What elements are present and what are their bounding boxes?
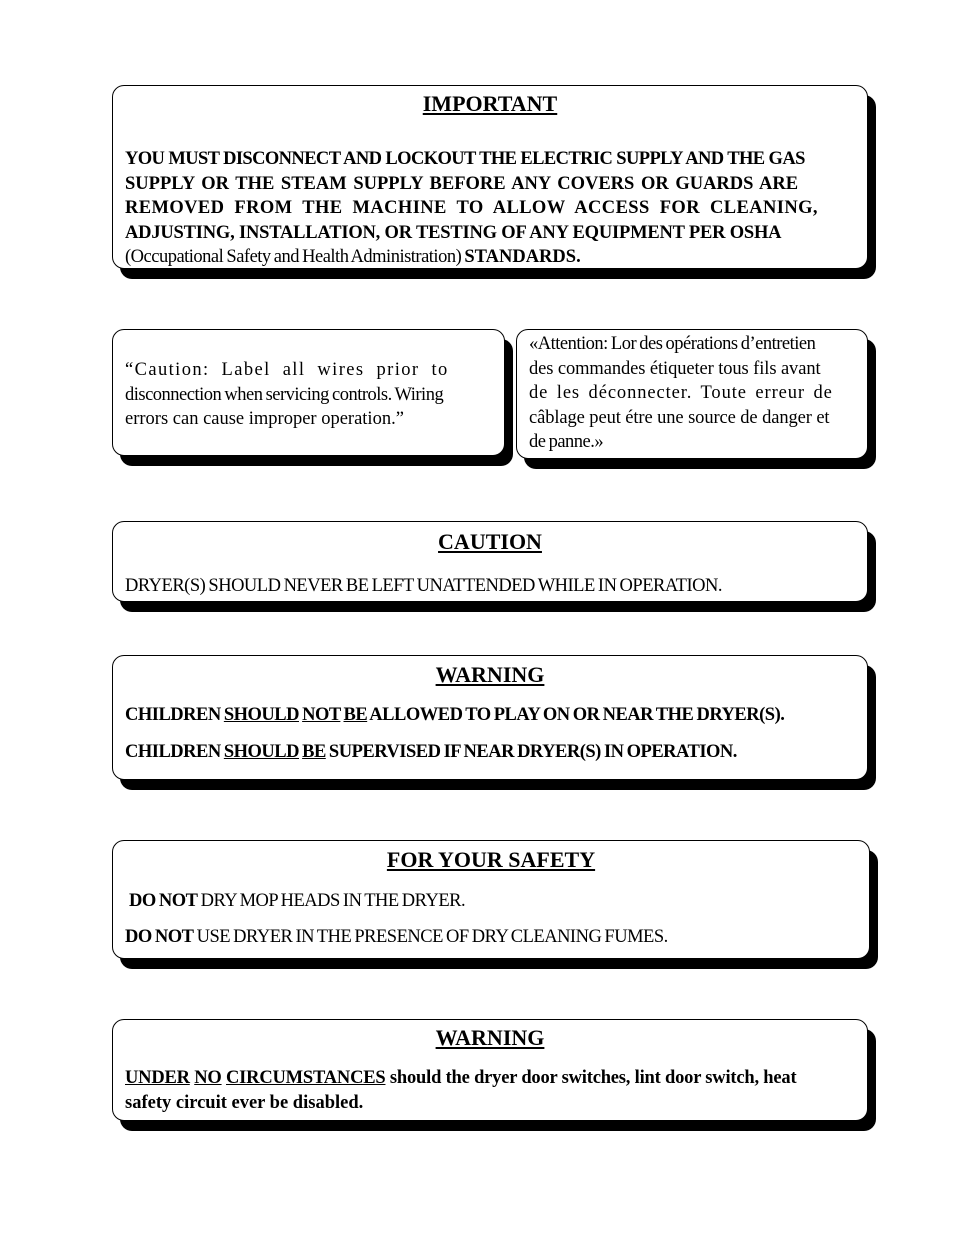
warning-children-line-2 [125, 740, 855, 765]
caution-text [125, 574, 855, 599]
caution-french-line-3: de les déconnecter. Toute erreur de [529, 383, 833, 403]
should-word: SHOULD [223, 705, 299, 725]
warning-circuit-line-2: safety circuit ever be disabled. [125, 1092, 364, 1113]
caution-title: CAUTION [438, 529, 542, 554]
important-title: IMPORTANT [422, 91, 558, 116]
circumstances-word: CIRCUMSTANCES [226, 1068, 386, 1088]
should-word: SHOULD [223, 741, 299, 762]
safety-title: FOR YOUR SAFETY [386, 847, 596, 872]
caution-french-text [529, 332, 855, 455]
important-notice-box [112, 85, 868, 269]
caution-english-line-2: disconnection when servicing controls. Wiring [125, 384, 444, 405]
important-osha-text: (Occupational Safety and Health Administration) [125, 247, 465, 267]
safety-notice-box [112, 840, 870, 959]
warning-circuit-box [112, 1019, 868, 1121]
caution-english-text [125, 358, 492, 432]
no-word: NO [194, 1068, 222, 1088]
caution-notice-box [112, 521, 868, 602]
warning-children-line-1 [125, 703, 855, 728]
important-line-5 [125, 245, 855, 270]
warning-children-text [125, 703, 855, 764]
important-line-4: ADJUSTING, INSTALLATION, OR TESTING OF ANY EQUIPMENT PER OSHA [125, 222, 782, 243]
caution-french-line-5: de panne.» [529, 432, 604, 452]
important-line-2: SUPPLY OR THE STEAM SUPPLY BEFORE ANY COVERS OR GUARDS ARE [125, 173, 799, 194]
caution-french-line-1: «Attention: Lor des opérations d’entretien [529, 334, 816, 354]
warning-circuit-line-1 [125, 1066, 855, 1091]
caution-english-line-3: errors can cause improper operation.” [125, 409, 404, 429]
warning-children-line-2-rest: SUPERVISED IF NEAR DRYER(S) IN OPERATION. [328, 741, 737, 762]
warning-children-box [112, 655, 868, 780]
important-line-1: YOU MUST DISCONNECT AND LOCKOUT THE ELECTRIC SUPPLY AND THE GAS [125, 149, 805, 169]
warning-circuit-line-1-rest: should the dryer door switches, lint door switch, heat [385, 1068, 797, 1088]
do-not-text: DO NOT [129, 891, 198, 911]
safety-line-2 [125, 925, 857, 950]
be-word: BE [343, 705, 368, 725]
children-word: CHILDREN [125, 705, 224, 725]
be-word: BE [302, 741, 326, 762]
important-standards-text: STANDARDS. [464, 247, 581, 267]
caution-french-line-2: des commandes étiqueter tous fils avant [529, 358, 821, 379]
caution-text-line: DRYER(S) SHOULD NEVER BE LEFT UNATTENDED WHILE IN OPERATION. [125, 576, 722, 596]
safety-line-1 [125, 889, 857, 914]
under-word: UNDER [125, 1068, 190, 1088]
do-not-text: DO NOT [125, 926, 194, 947]
not-word: NOT [302, 705, 341, 725]
warning-children-line-1-rest: ALLOWED TO PLAY ON OR NEAR THE DRYER(S). [369, 705, 785, 725]
caution-label-french-box [516, 329, 868, 459]
warning-circuit-text [125, 1066, 855, 1115]
caution-french-line-4: câblage peut étre une source de danger et [529, 407, 830, 428]
warning-children-title: WARNING [435, 662, 545, 687]
important-text [125, 147, 855, 270]
safety-text [125, 889, 857, 949]
caution-label-english-box [112, 329, 505, 456]
caution-english-line-1: “Caution: Label all wires prior to [125, 360, 449, 380]
safety-line-1-rest: DRY MOP HEADS IN THE DRYER. [197, 891, 466, 911]
safety-line-2-rest: USE DRYER IN THE PRESENCE OF DRY CLEANING FUMES. [193, 926, 668, 947]
children-word: CHILDREN [125, 741, 224, 762]
warning-circuit-title: WARNING [435, 1025, 545, 1050]
important-line-3: REMOVED FROM THE MACHINE TO ALLOW ACCESS FOR CLEANING, [125, 198, 818, 218]
